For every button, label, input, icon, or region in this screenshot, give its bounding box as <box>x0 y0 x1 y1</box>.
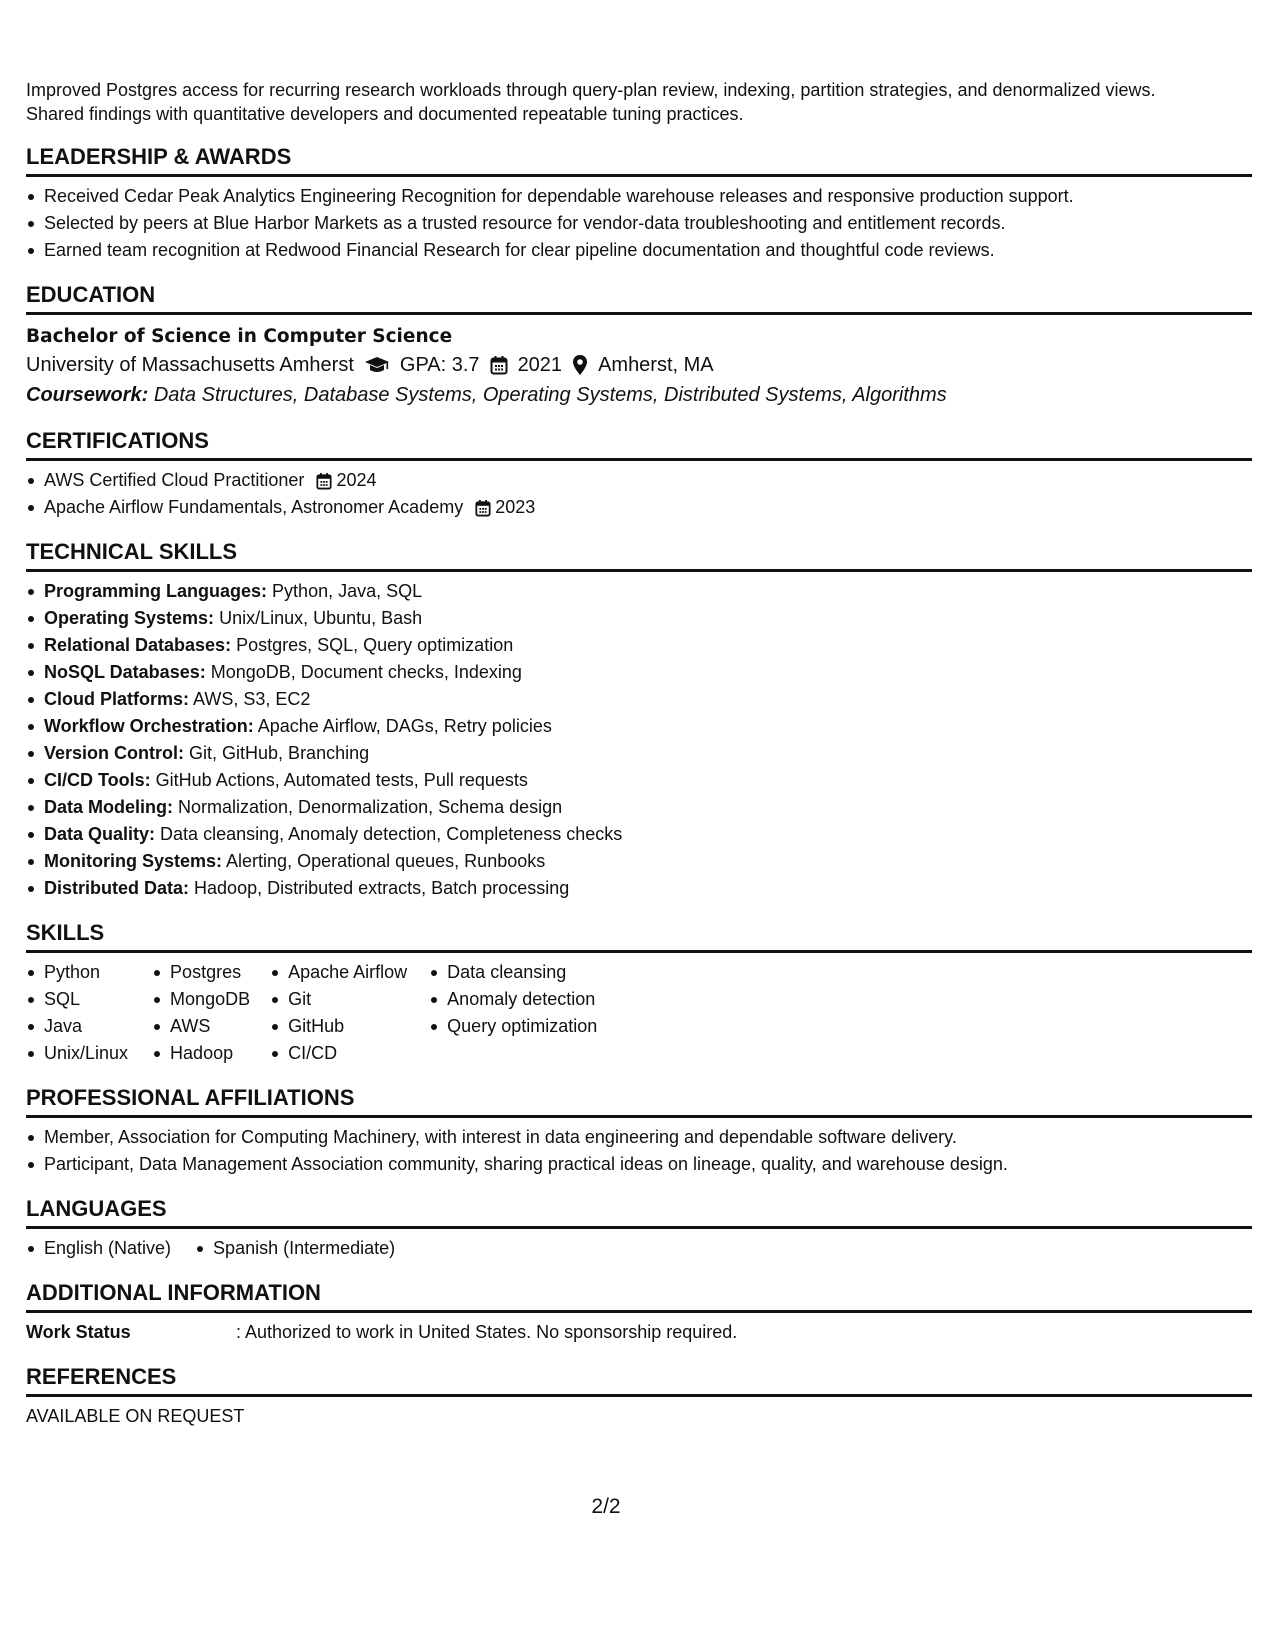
skill-category: Monitoring Systems: <box>44 851 223 871</box>
certification-name: Apache Airflow Fundamentals, Astronomer Academy <box>44 497 464 517</box>
list-item: English (Native) <box>26 1235 171 1262</box>
list-item: Python <box>26 959 128 986</box>
skill-values: Unix/Linux, Ubuntu, Bash <box>219 608 423 628</box>
skill-category: Workflow Orchestration: <box>44 716 254 736</box>
list-item <box>26 794 1252 821</box>
skill-category: Data Quality: <box>44 824 156 844</box>
certifications-list <box>26 467 1252 521</box>
list-item: GitHub <box>270 1013 407 1040</box>
skills-column <box>26 959 128 1067</box>
experience-continuation-line-2: Shared findings with quantitative developers and documented repeatable tuning practices. <box>26 104 744 124</box>
skill-category: CI/CD Tools: <box>44 770 151 790</box>
education-details <box>26 350 1252 380</box>
calendar-icon <box>490 355 508 375</box>
list-item: Hadoop <box>152 1040 250 1067</box>
list-item <box>26 686 1252 713</box>
certifications-section <box>26 427 1252 521</box>
graduation-year: 2021 <box>517 354 563 376</box>
certification-name: AWS Certified Cloud Practitioner <box>44 470 305 490</box>
skill-category: Operating Systems: <box>44 608 215 628</box>
list-item: Participant, Data Management Association community, sharing practical ideas on lineage, quality, and warehouse design. <box>26 1151 1252 1178</box>
list-item: SQL <box>26 986 128 1013</box>
list-item <box>26 494 1252 521</box>
leadership-list <box>26 183 1252 264</box>
leadership-section <box>26 143 1252 264</box>
skill-values: Postgres, SQL, Query optimization <box>236 635 514 655</box>
skill-category: Version Control: <box>44 743 185 763</box>
languages-list <box>26 1235 1252 1262</box>
skill-category: Distributed Data: <box>44 878 190 898</box>
list-item: Java <box>26 1013 128 1040</box>
skill-values: Git, GitHub, Branching <box>189 743 370 763</box>
page-number: 2/2 <box>591 1495 621 1518</box>
work-status-label: Work Status <box>26 1322 131 1342</box>
list-item: Apache Airflow <box>270 959 407 986</box>
gpa: GPA: 3.7 <box>399 354 480 376</box>
skill-category: Data Modeling: <box>44 797 173 817</box>
work-status-row <box>26 1319 1252 1346</box>
skills-column <box>152 959 250 1067</box>
skill-category: Programming Languages: <box>44 581 268 601</box>
skill-values: Normalization, Denormalization, Schema design <box>178 797 563 817</box>
list-item <box>26 740 1252 767</box>
list-item: Git <box>270 986 407 1013</box>
list-item <box>26 578 1252 605</box>
additional-info-section <box>26 1279 1252 1346</box>
certifications-title: CERTIFICATIONS <box>26 427 1252 461</box>
list-item <box>26 875 1252 902</box>
list-item: AWS <box>152 1013 250 1040</box>
affiliations-title: PROFESSIONAL AFFILIATIONS <box>26 1084 1252 1118</box>
skill-category: Relational Databases: <box>44 635 232 655</box>
skill-values: Python, Java, SQL <box>272 581 423 601</box>
skill-category: NoSQL Databases: <box>44 662 206 682</box>
list-item: Spanish (Intermediate) <box>195 1235 395 1262</box>
list-item <box>26 821 1252 848</box>
coursework <box>26 380 1252 410</box>
references-text: AVAILABLE ON REQUEST <box>26 1406 245 1426</box>
affiliations-list <box>26 1124 1252 1178</box>
resume-page <box>26 78 1252 1430</box>
technical-skills-list <box>26 578 1252 902</box>
list-item: CI/CD <box>270 1040 407 1067</box>
degree-name: Bachelor of Science in Computer Science <box>26 326 453 347</box>
list-item <box>26 767 1252 794</box>
school-name: University of Massachusetts Amherst <box>26 354 354 376</box>
calendar-icon <box>475 499 491 517</box>
skill-values: Apache Airflow, DAGs, Retry policies <box>257 716 552 736</box>
calendar-icon <box>316 472 332 490</box>
list-item: MongoDB <box>152 986 250 1013</box>
coursework-label: Coursework: <box>26 384 149 406</box>
skills-title: SKILLS <box>26 919 1252 953</box>
skill-category: Cloud Platforms: <box>44 689 190 709</box>
skills-column <box>270 959 407 1067</box>
affiliations-section <box>26 1084 1252 1178</box>
technical-skills-title: TECHNICAL SKILLS <box>26 538 1252 572</box>
skill-values: Data cleansing, Anomaly detection, Completeness checks <box>160 824 623 844</box>
map-pin-icon <box>572 354 588 376</box>
list-item <box>26 605 1252 632</box>
languages-section <box>26 1195 1252 1262</box>
list-item: Received Cedar Peak Analytics Engineering Recognition for dependable warehouse releases and responsive production support. <box>26 183 1252 210</box>
skill-values: Hadoop, Distributed extracts, Batch processing <box>194 878 570 898</box>
list-item: Query optimization <box>429 1013 597 1040</box>
list-item: Anomaly detection <box>429 986 597 1013</box>
skill-values: GitHub Actions, Automated tests, Pull requests <box>155 770 528 790</box>
list-item <box>26 467 1252 494</box>
education-title: EDUCATION <box>26 281 1252 315</box>
references-section <box>26 1363 1252 1430</box>
list-item: Unix/Linux <box>26 1040 128 1067</box>
list-item <box>26 632 1252 659</box>
technical-skills-section <box>26 538 1252 902</box>
skills-column <box>429 959 597 1067</box>
list-item: Data cleansing <box>429 959 597 986</box>
skill-values: AWS, S3, EC2 <box>193 689 311 709</box>
list-item <box>26 848 1252 875</box>
skills-section <box>26 919 1252 1067</box>
list-item: Postgres <box>152 959 250 986</box>
coursework-list: Data Structures, Database Systems, Operating Systems, Distributed Systems, Algorithms <box>153 384 947 406</box>
list-item: Selected by peers at Blue Harbor Markets as a trusted resource for vendor-data troubleshooting and entitlement records. <box>26 210 1252 237</box>
school-location: Amherst, MA <box>598 354 714 376</box>
experience-continuation-line-1: Improved Postgres access for recurring research workloads through query-plan review, indexing, partition strategies, and denormalized views. <box>26 80 1156 100</box>
leadership-title: LEADERSHIP & AWARDS <box>26 143 1252 177</box>
skills-grid <box>26 959 1252 1067</box>
list-item: Earned team recognition at Redwood Financial Research for clear pipeline documentation and thoughtful code reviews. <box>26 237 1252 264</box>
list-item <box>26 659 1252 686</box>
references-title: REFERENCES <box>26 1363 1252 1397</box>
skill-values: Alerting, Operational queues, Runbooks <box>226 851 546 871</box>
work-status-value: : Authorized to work in United States. No sponsorship required. <box>236 1322 738 1342</box>
list-item: Member, Association for Computing Machinery, with interest in data engineering and dependable software delivery. <box>26 1124 1252 1151</box>
languages-title: LANGUAGES <box>26 1195 1252 1229</box>
education-section <box>26 281 1252 410</box>
skill-values: MongoDB, Document checks, Indexing <box>210 662 522 682</box>
graduation-cap-icon <box>364 356 390 374</box>
certification-year: 2023 <box>495 497 536 517</box>
list-item <box>26 713 1252 740</box>
certification-year: 2024 <box>336 470 377 490</box>
additional-info-title: ADDITIONAL INFORMATION <box>26 1279 1252 1313</box>
